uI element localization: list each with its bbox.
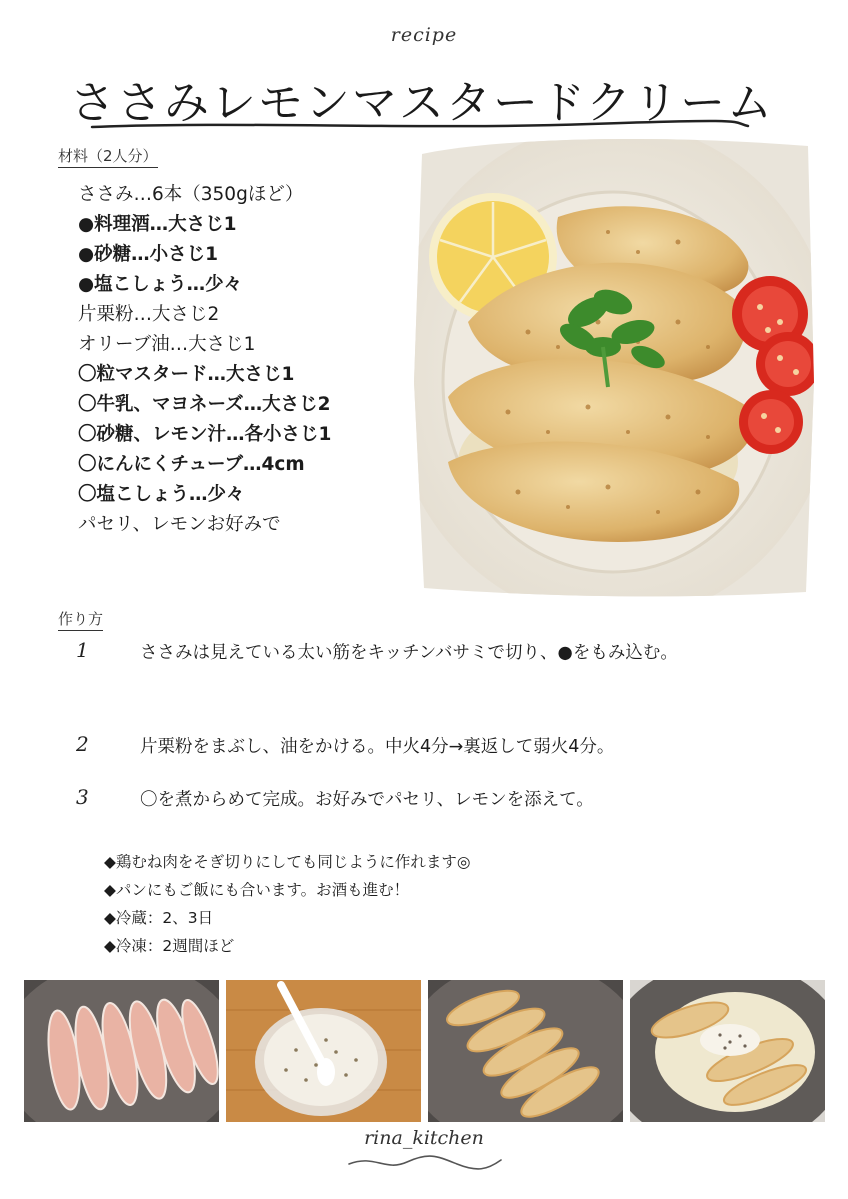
recipe-label: recipe <box>390 24 458 46</box>
step-number: 3 <box>76 785 89 809</box>
ingredient-item: オリーブ油…大さじ1 <box>78 334 256 355</box>
step-photo-sauce-bowl <box>226 980 421 1122</box>
ingredient-item: 〇にんにくチューブ…4cm <box>78 454 305 475</box>
ingredient-item: パセリ、レモンお好みで <box>78 514 281 535</box>
step-text: ささみは見えている太い筋をキッチンバサミで切り、●をもみ込む。 <box>140 643 678 663</box>
recipe-title: ささみレモンマスタードクリーム <box>70 76 775 129</box>
tips-list <box>104 848 470 960</box>
step-photo-raw-chicken <box>24 980 219 1122</box>
author-signature: rina_kitchen <box>364 1127 484 1149</box>
ingredient-item: 片栗粉…大さじ2 <box>78 304 220 325</box>
ingredient-list <box>78 180 331 540</box>
ingredient-item: 〇粒マスタード…大さじ1 <box>78 364 295 385</box>
signature-swirl <box>345 1150 505 1176</box>
ingredient-item: ●砂糖…小さじ1 <box>78 244 219 265</box>
dish-photo <box>408 132 818 600</box>
tip-item: ◆冷凍：2週間ほど <box>104 937 235 955</box>
steps-heading: 作り方 <box>58 608 103 631</box>
ingredient-item: ささみ…6本（350gほど） <box>78 184 304 205</box>
tip-item: ◆鶏むね肉をそぎ切りにしても同じように作れます◎ <box>104 853 471 871</box>
title-underline <box>90 118 750 132</box>
step-photo-simmer-sauce <box>630 980 825 1122</box>
step-number: 1 <box>76 638 89 662</box>
tip-item: ◆パンにもご飯にも合います。お酒も進む！ <box>104 881 410 899</box>
ingredient-item: 〇牛乳、マヨネーズ…大さじ2 <box>78 394 331 415</box>
step-number: 2 <box>76 732 89 756</box>
ingredient-item: 〇塩こしょう…少々 <box>78 484 245 505</box>
ingredients-heading: 材料（2人分） <box>58 145 158 168</box>
step-photo-frying <box>428 980 623 1122</box>
step-text: 〇を煮からめて完成。お好みでパセリ、レモンを添えて。 <box>140 790 594 810</box>
ingredient-item: ●料理酒…大さじ1 <box>78 214 237 235</box>
step-text: 片栗粉をまぶし、油をかける。中火4分→裏返して弱火4分。 <box>140 737 615 757</box>
ingredient-item: 〇砂糖、レモン汁…各小さじ1 <box>78 424 332 445</box>
ingredient-item: ●塩こしょう…少々 <box>78 274 243 295</box>
tip-item: ◆冷蔵：2、3日 <box>104 909 214 927</box>
